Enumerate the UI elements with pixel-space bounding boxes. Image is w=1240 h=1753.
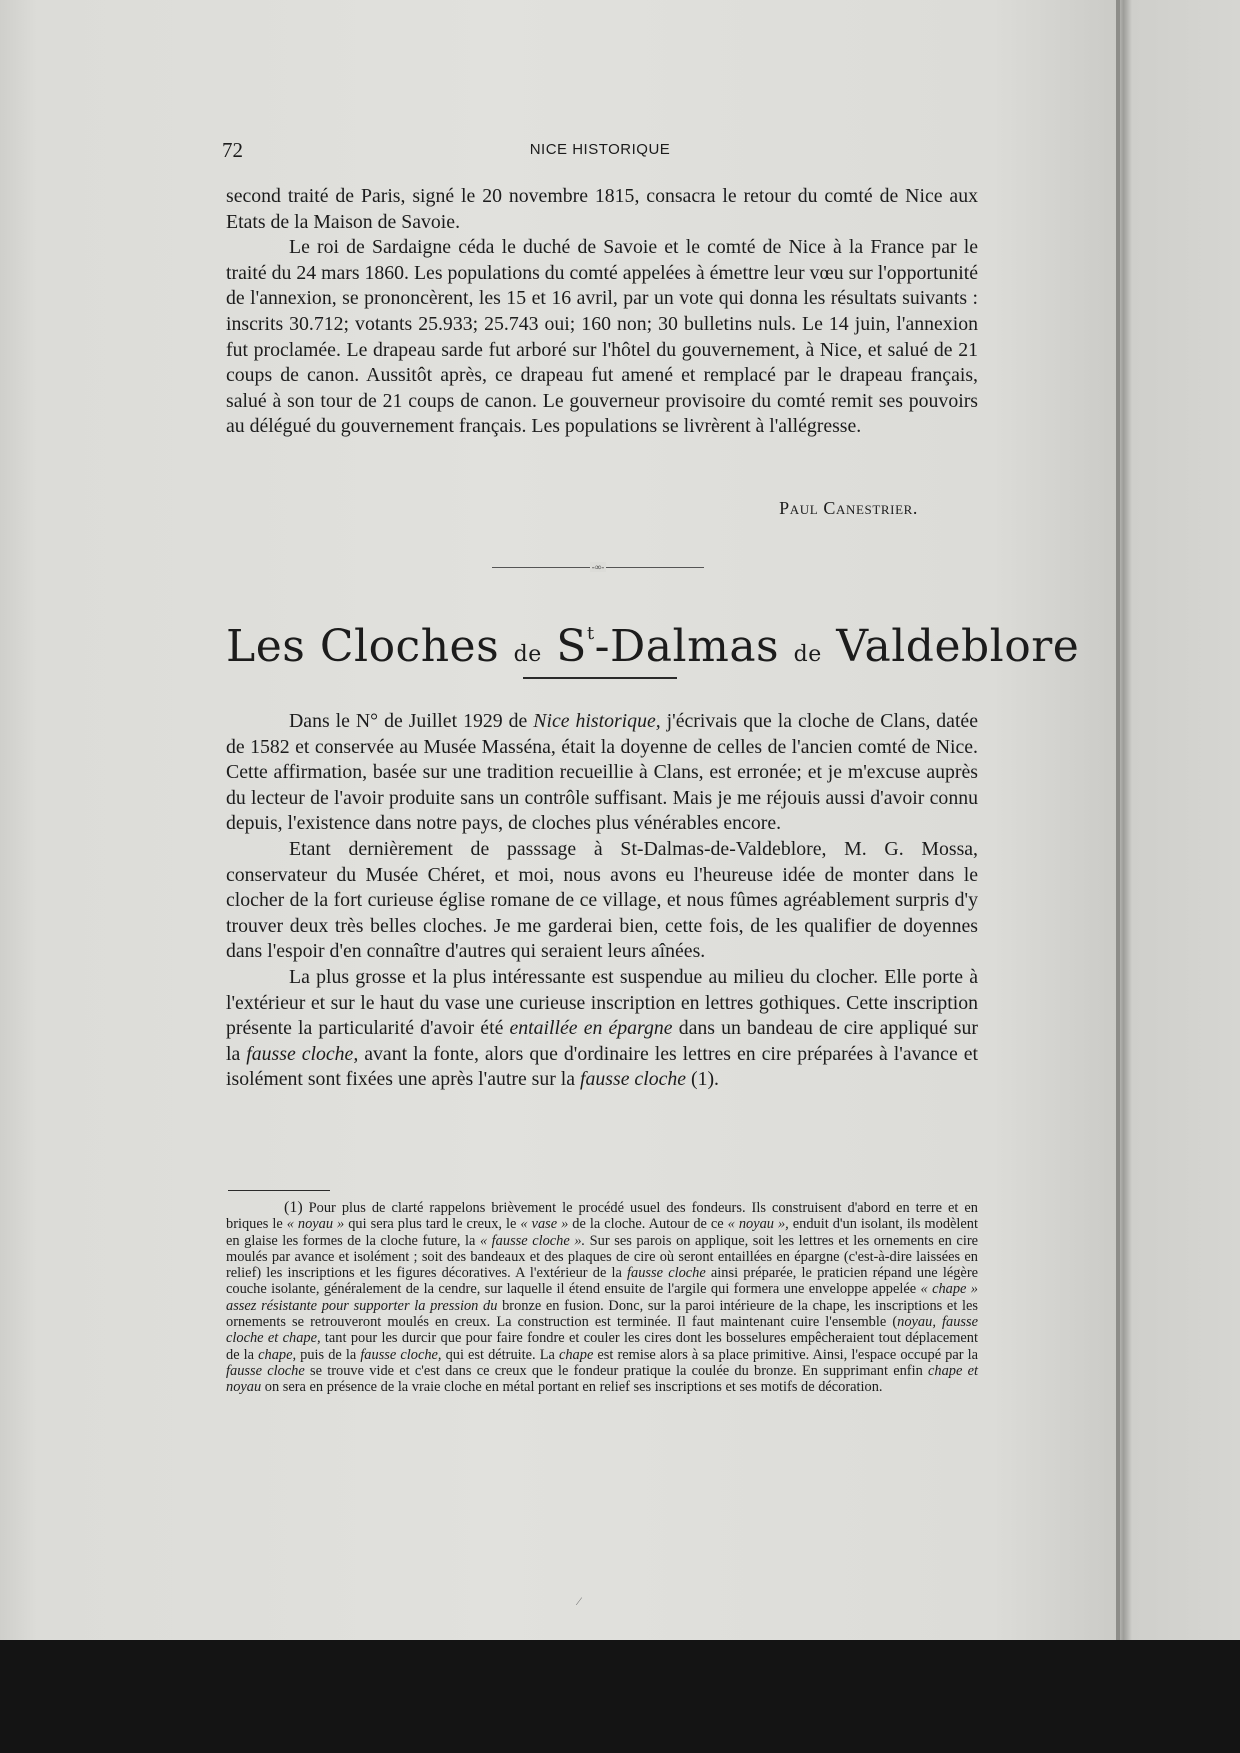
text-run: se trouve vide et c'est dans ce creux que le fondeur pratique la coulée du bronze. En supprimant enfin bbox=[304, 1362, 929, 1379]
italic-run: Nice historique, bbox=[533, 710, 661, 732]
paragraph: second traité de Paris, signé le 20 novembre 1815, consacra le retour du comté de Nice aux Etats de la Maison de Savoie. bbox=[226, 185, 978, 233]
divider-ornament-icon: -∞- bbox=[591, 562, 605, 572]
italic-run: « fausse cloche ». bbox=[479, 1232, 586, 1249]
running-head bbox=[222, 138, 978, 162]
paragraph: Etant dernièrement de passsage à St-Dalmas-de-Valdeblore, M. G. Mossa, conservateur du Musée Chéret, et moi, nous avons eu l'heureuse idée de monter dans le clocher de la fort curieuse église romane de ce village, et nous fûmes agréablement surpris d'y trouver deux très belles cloches. Je me garderai bien, cette fois, de les qualifier de doyennes dans l'espoir d'en connaître d'autres qui seraient leurs aînées. bbox=[226, 837, 978, 963]
text-run: ainsi préparée, le praticien répand une légère couche isolante, généralement de la cendre, sur laquelle il étend ensuite de l'argile qui formera une enveloppe appelée bbox=[226, 1265, 979, 1298]
text-run: avant la fonte, alors que d'ordinaire les lettres en cire préparées à l'avance et isolément sont fixées une après l'autre sur la bbox=[226, 1042, 978, 1091]
text-run: Pour plus de clarté rappelons brièvement le procédé usuel des fondeurs. Ils construisent d'abord en terre et en briques le bbox=[226, 1200, 978, 1233]
text-run: puis de la bbox=[296, 1346, 361, 1363]
italic-run: fausse cloche bbox=[580, 1068, 687, 1091]
author-signature: Paul Canestrier. bbox=[779, 498, 918, 518]
footnote-marker: (1) bbox=[284, 1199, 303, 1216]
italic-run: chape, bbox=[258, 1346, 297, 1363]
stray-mark-icon: ⁄ bbox=[578, 1594, 581, 1608]
page-edge bbox=[1116, 0, 1120, 1640]
italic-run: « chape » assez résistante pour supporter la pression du bbox=[226, 1281, 978, 1314]
title-superscript: t bbox=[586, 623, 595, 644]
title-rule bbox=[523, 677, 677, 679]
title-part: de bbox=[793, 642, 822, 667]
text-run: tant pour les durcir que pour faire fondre et couler les cires dont les bosselures empêcheraient tout déplacement de la bbox=[226, 1330, 979, 1363]
italic-run: fausse cloche, bbox=[246, 1042, 359, 1065]
paragraph bbox=[226, 965, 978, 1093]
journal-title: NICE HISTORIQUE bbox=[529, 141, 671, 158]
text-run: Dans le N° de Juillet 1929 de bbox=[289, 710, 534, 732]
italic-run: fausse cloche, bbox=[360, 1346, 442, 1363]
italic-run: noyau, fausse cloche et chape, bbox=[226, 1314, 979, 1347]
italic-run: « vase » bbox=[520, 1216, 569, 1233]
italic-run: « noyau », bbox=[727, 1216, 789, 1233]
scan-background bbox=[0, 1640, 1240, 1753]
paragraph: Le roi de Sardaigne céda le duché de Savoie et le comté de Nice à la France par le traité du 24 mars 1860. Les populations du comté appelées à émettre leur vœu sur l'opportunité de l'annexion, se prononcèrent, les 15 et 16 avril, par un vote qui donna les résultats suivants : inscrits 30.712; votants 25.933; 25.743 oui; 160 non; 30 bulletins nuls. Le 14 juin, l'annexion fut proclamée. Le drapeau sarde fut arboré sur l'hôtel du gouvernement, à Nice, et salué de 21 coups de canon. Aussitôt après, ce drapeau fut amené et remplacé par le drapeau français, salué à son tour de 21 coups de canon. Le gouverneur provisoire du comté remit ses pouvoirs au délégué du gouvernement français. Les populations se livrèrent à l'allégresse. bbox=[226, 236, 978, 438]
italic-run: fausse cloche bbox=[226, 1362, 305, 1379]
text-run: La plus grosse et la plus intéressante est suspendue au milieu du clocher. Elle porte à l'extérieur et sur le haut du vase une curieuse inscription en lettres gothiques. Cette inscription présente la particularité d'avoir été bbox=[226, 965, 978, 1040]
text-run: dans un bandeau de cire appliqué sur la bbox=[226, 1017, 978, 1065]
text-run: on sera en présence de la vraie cloche en métal portant en relief ses inscriptions et ses motifs de décoration. bbox=[261, 1379, 883, 1396]
footnotes bbox=[226, 1200, 978, 1396]
article-title bbox=[226, 604, 1080, 685]
footnote-reference: (1). bbox=[686, 1068, 720, 1091]
paragraph bbox=[226, 709, 978, 837]
previous-article-ending bbox=[226, 184, 978, 440]
title-part: Les Cloches bbox=[226, 621, 500, 672]
text-run: enduit d'un isolant, ils modèlent en glaise les formes de la cloche future, la bbox=[226, 1216, 978, 1249]
title-part: Valdeblore bbox=[836, 621, 1080, 672]
title-part: S bbox=[556, 621, 587, 672]
text-run: bronze en fusion. Donc, sur la paroi intérieure de la chape, les inscriptions et les ornements se retrouveront moulés en creux. La construction est terminée. Il faut maintenant cuire l'ensemble ( bbox=[226, 1297, 978, 1331]
italic-run: chape et noyau bbox=[226, 1362, 979, 1396]
title-part: de bbox=[513, 642, 542, 667]
footnote-rule bbox=[228, 1190, 330, 1191]
italic-run: fausse cloche bbox=[627, 1265, 706, 1282]
text-run: qui est détruite. La bbox=[441, 1346, 559, 1363]
italic-run: « noyau » bbox=[286, 1216, 345, 1233]
article-body bbox=[226, 709, 978, 1093]
text-run: qui sera plus tard le creux, le bbox=[344, 1216, 521, 1233]
text-run: Sur ses parois on applique, soit les lettres et les ornements en cire moulés par avance et isolément ; soit des bandeaux et des plaques de cire où seront entaillées en épargne (c'est-à-dire laissées en relief) les inscriptions et les figures décoratives. A l'extérieur de la bbox=[226, 1232, 978, 1282]
italic-run: entaillée en épargne bbox=[509, 1017, 673, 1040]
title-part: -Dalmas bbox=[594, 621, 780, 672]
footnote bbox=[226, 1200, 978, 1396]
page-number: 72 bbox=[222, 138, 243, 162]
text-run: j'écrivais que la cloche de Clans, datée de 1582 et conservée au Musée Masséna, était la doyenne de celles de l'ancien comté de Nice. Cette affirmation, basée sur une tradition recueillie à Clans, est erronée; et je m'excuse auprès du lecteur de l'avoir produite sans un contrôle suffisant. Mais je me réjouis aussi d'avoir connu depuis, l'existence dans notre pays, de cloches plus vénérables encore. bbox=[226, 710, 978, 835]
text-run: est remise alors à sa place primitive. Ainsi, l'espace occupé par la bbox=[593, 1346, 978, 1363]
italic-run: chape bbox=[558, 1346, 594, 1363]
section-divider bbox=[492, 562, 704, 572]
text-run: de la cloche. Autour de ce bbox=[568, 1216, 728, 1233]
